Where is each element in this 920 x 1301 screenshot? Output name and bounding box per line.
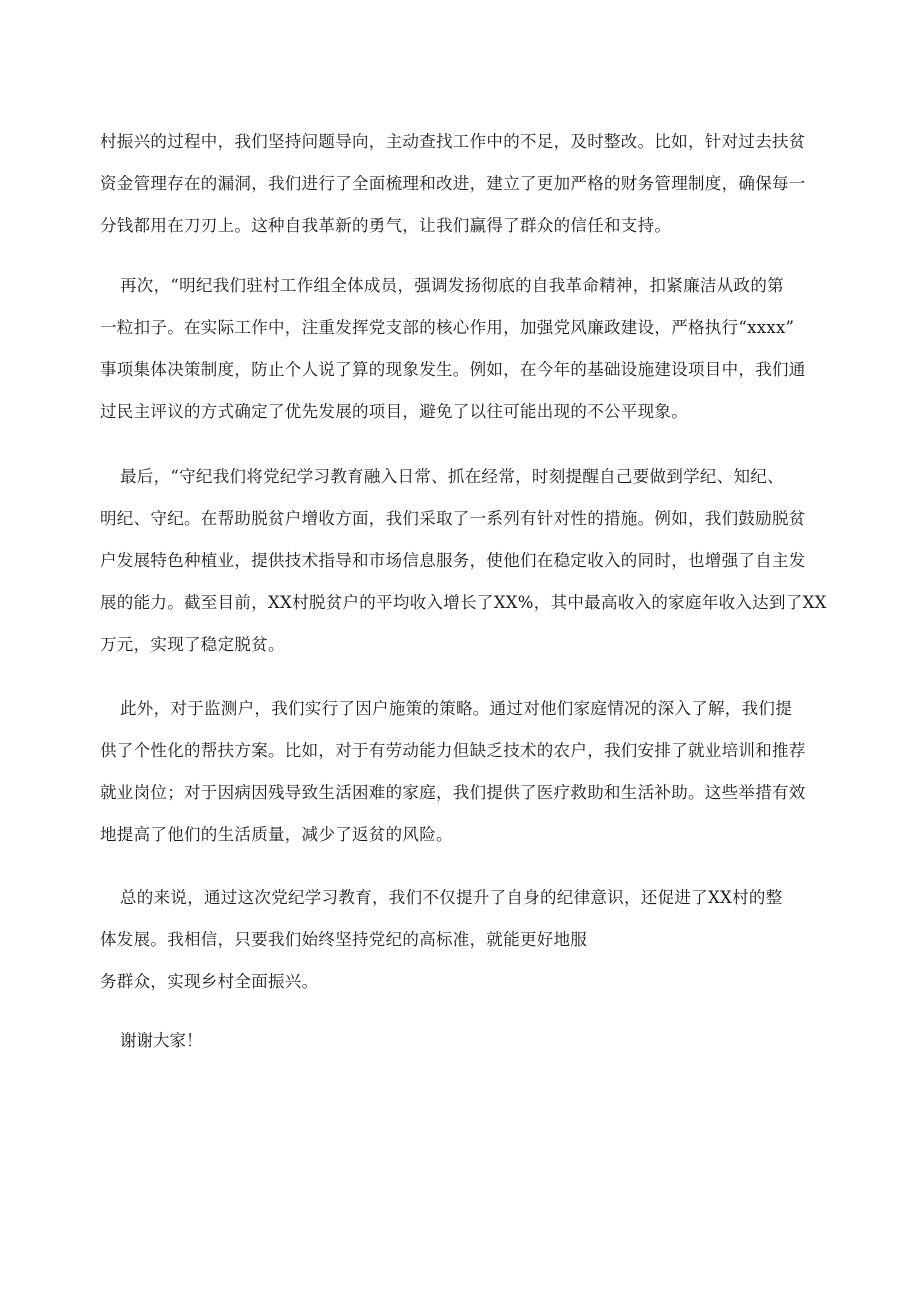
paragraph-line: 明纪、守纪。在帮助脱贫户增收方面，我们采取了一系列有针对性的措施。例如，我们鼓励脱贫 [100,509,806,528]
paragraph-line: 展的能力。截至目前，XX村脱贫户的平均收入增长了XX%，其中最高收入的家庭年收入达到了XX [100,593,827,612]
paragraph-line: 此外，对于监测户，我们实行了因户施策的策略。通过对他们家庭情况的深入了解，我们提 [120,699,792,718]
paragraph-line: 体发展。我相信，只要我们始终坚持党纪的高标准，就能更好地服 [100,930,588,949]
paragraph-line: 资金管理存在的漏洞，我们进行了全面梳理和改进，建立了更加严格的财务管理制度，确保每一 [100,174,806,193]
paragraph-line: 事项集体决策制度，防止个人说了算的现象发生。例如，在今年的基础设施建设项目中，我们通 [100,360,806,379]
paragraph-line: 总的来说，通过这次党纪学习教育，我们不仅提升了自身的纪律意识，还促进了XX村的整 [120,888,783,907]
paragraph-3 [100,456,840,666]
closing-text: 谢谢大家！ [120,1031,203,1050]
paragraph-1 [100,121,840,247]
paragraph-line: 一粒扣子。在实际工作中，注重发挥党支部的核心作用，加强党风廉政建设，严格执行“xxxx” [100,318,795,337]
paragraph-line: 就业岗位；对于因病因残导致生活困难的家庭，我们提供了医疗救助和生活补助。这些举措有效 [100,783,806,802]
paragraph-line: 过民主评议的方式确定了优先发展的项目，避免了以往可能出现的不公平现象。 [100,402,688,421]
paragraph-line: 务群众，实现乡村全面振兴。 [100,972,319,991]
paragraph-line: 户发展特色种植业，提供技术指导和市场信息服务，使他们在稳定收入的同时，也增强了自主发 [100,551,806,570]
paragraph-line: 分钱都用在刀刃上。这种自我革新的勇气，让我们赢得了群众的信任和支持。 [100,216,672,235]
paragraph-line: 万元，实现了稳定脱贫。 [100,635,285,654]
paragraph-line: 地提高了他们的生活质量，减少了返贫的风险。 [100,825,453,844]
paragraph-line: 供了个性化的帮扶方案。比如，对于有劳动能力但缺乏技术的农户，我们安排了就业培训和推荐 [100,741,806,760]
paragraph-line: 最后，“守纪我们将党纪学习教育融入日常、抓在经常，时刻提醒自己要做到学纪、知纪、 [120,467,784,486]
paragraph-line: 村振兴的过程中，我们坚持问题导向，主动查找工作中的不足，及时整改。比如，针对过去扶贫 [100,132,806,151]
paragraph-line: 再次，“明纪我们驻村工作组全体成员，强调发扬彻底的自我革命精神，扣紧廉洁从政的第 [120,276,784,295]
paragraph-2 [100,265,840,433]
paragraph-4 [100,688,840,856]
paragraph-5 [100,877,840,1003]
